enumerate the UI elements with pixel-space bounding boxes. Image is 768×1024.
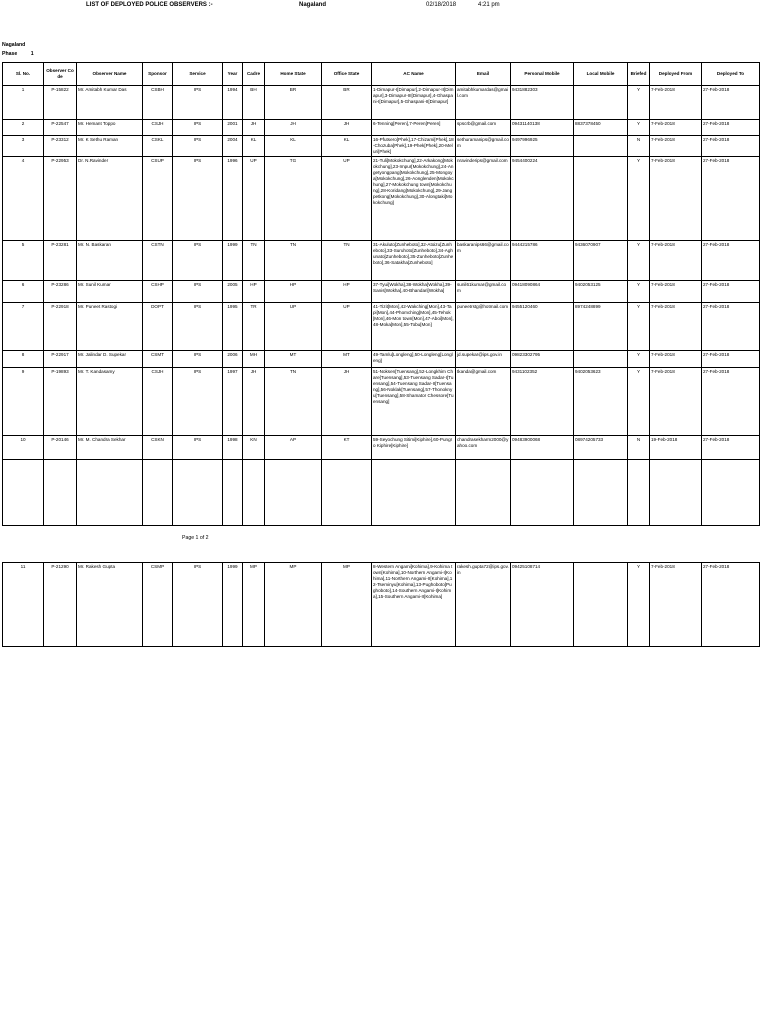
- cell-home-state: JH: [265, 120, 322, 136]
- cell-year: 2005: [223, 281, 243, 303]
- cell-sponsor: CSKN: [143, 436, 173, 460]
- cell-sponsor: CSKL: [143, 136, 173, 157]
- cell-ac-name: 51-Noksen[Tuensang],52-Longkhim Chare[Tuensang],53-Tuensang Sadar-I[Tuensang],54-Tuensang Sadar-II[Tuensang],56-Noklak[Tuensang],57-Thonoknyu[Tuensang],58-Shamator Chessore[Tuensang]: [372, 368, 456, 436]
- cell-briefed: Y: [628, 86, 650, 120]
- cell-ac-name: 16-Pfutsero[Phek],17-Chizami[Phek],18-Chozuba[Phek],19-Phek[Phek],20-Meluri[Phek]: [372, 136, 456, 157]
- cell-local-mobile: 8974248899: [574, 303, 628, 351]
- cell-service: IPS: [173, 351, 223, 368]
- empty-cell: [511, 460, 574, 526]
- cell-service: IPS: [173, 136, 223, 157]
- table-row: [3, 303, 760, 351]
- cell-ac-name: 21-Tuli[Mokokchung],22-Arkakong[Mokokchung],23-Impur[Mokokchung],24-Angetyongpang[Mokokchung],25-Mongoya[Mokokchung],26-Aonglenden[Mokokchung],27-Mokokchung town[Mokokchung],28-Koridang[Mokokchung],29-Jangpetkong[Mokokchung],30-Alongtaki[Mokokchung]: [372, 157, 456, 241]
- cell-observer-name: Mr. Hemant Toppo: [77, 120, 143, 136]
- cell-cadre: HP: [243, 281, 265, 303]
- cell-deployed-to: 27-Feb-2018: [702, 120, 760, 136]
- cell-service: IPS: [173, 120, 223, 136]
- cell-briefed: Y: [628, 303, 650, 351]
- cell-service: IPS: [173, 368, 223, 436]
- cell-service: IPS: [173, 563, 223, 647]
- cell-office-state: MP: [322, 563, 372, 647]
- cell-service: IPS: [173, 303, 223, 351]
- table-row: [3, 241, 760, 281]
- cell-observer-code: P-19893: [44, 368, 77, 436]
- cell-email: nravinderips@gmail.com: [456, 157, 511, 241]
- cell-sl-no: 9: [3, 368, 44, 436]
- cell-deployed-from: 7-Feb-2018: [650, 281, 702, 303]
- table-row: [3, 563, 760, 647]
- cell-email: sethuramanips@gmail.com: [456, 136, 511, 157]
- empty-cell: [702, 460, 760, 526]
- cell-observer-name: Mr. M. Chandra Sekhar: [77, 436, 143, 460]
- cell-observer-code: P-21290: [44, 563, 77, 647]
- column-header-observer-code: Observer Code: [44, 63, 77, 86]
- cell-email: puneetrstg@hotmail.com: [456, 303, 511, 351]
- cell-sponsor: CSJH: [143, 368, 173, 436]
- cell-sponsor: CSJH: [143, 120, 173, 136]
- cell-briefed: Y: [628, 157, 650, 241]
- cell-observer-name: Mr. K Sethu Raman: [77, 136, 143, 157]
- cell-local-mobile: 9436070907: [574, 241, 628, 281]
- cell-office-state: BR: [322, 86, 372, 120]
- column-header-service: Service: [173, 63, 223, 86]
- cell-year: 1999: [223, 241, 243, 281]
- cell-cadre: UP: [243, 157, 265, 241]
- cell-briefed: Y: [628, 281, 650, 303]
- cell-observer-code: P-23286: [44, 281, 77, 303]
- cell-deployed-from: 7-Feb-2018: [650, 563, 702, 647]
- cell-year: 1994: [223, 86, 243, 120]
- cell-personal-mobile: 9455120460: [511, 303, 574, 351]
- header-state: Nagaland: [299, 2, 327, 8]
- cell-cadre: KN: [243, 436, 265, 460]
- cell-year: 1999: [223, 563, 243, 647]
- empty-row: [3, 460, 760, 526]
- cell-sponsor: DOPT: [143, 303, 173, 351]
- cell-personal-mobile: 09425108714: [511, 563, 574, 647]
- cell-email: rakesh.gupta72@ips.gov.in: [456, 563, 511, 647]
- cell-deployed-from: 7-Feb-2018: [650, 351, 702, 368]
- cell-personal-mobile: 9444215786: [511, 241, 574, 281]
- column-header-observer-name: Observer Name: [77, 63, 143, 86]
- cell-observer-name: Mr. N. Baskaran: [77, 241, 143, 281]
- cell-deployed-to: 27-Feb-2018: [702, 368, 760, 436]
- empty-cell: [44, 460, 77, 526]
- empty-cell: [223, 460, 243, 526]
- column-header-year: Year: [223, 63, 243, 86]
- cell-cadre: MP: [243, 563, 265, 647]
- cell-sponsor: CSTN: [143, 241, 173, 281]
- cell-observer-code: P-20146: [44, 436, 77, 460]
- cell-sl-no: 7: [3, 303, 44, 351]
- cell-home-state: MT: [265, 351, 322, 368]
- cell-sl-no: 4: [3, 157, 44, 241]
- cell-local-mobile: [574, 563, 628, 647]
- cell-observer-code: P-23312: [44, 136, 77, 157]
- cell-email: jd.supekar@ips.gov.in: [456, 351, 511, 368]
- column-header-sl-no: Sl. No.: [3, 63, 44, 86]
- cell-service: IPS: [173, 436, 223, 460]
- empty-cell: [143, 460, 173, 526]
- cell-deployed-from: 7-Feb-2018: [650, 120, 702, 136]
- cell-briefed: N: [628, 436, 650, 460]
- cell-email: baskaranips66@gmail.com: [456, 241, 511, 281]
- column-header-deployed-from: Deployed From: [650, 63, 702, 86]
- cell-office-state: TN: [322, 241, 372, 281]
- cell-deployed-from: 7-Feb-2018: [650, 157, 702, 241]
- cell-home-state: MP: [265, 563, 322, 647]
- phase-label-text: Phase: [2, 51, 18, 57]
- cell-ac-name: 59-Seyochung Sitimi[Kiphire],60-Pungro Kiphire[Kiphire]: [372, 436, 456, 460]
- column-header-local-mobile: Local Mobile: [574, 63, 628, 86]
- cell-sponsor: CSBH: [143, 86, 173, 120]
- column-header-home-state: Home State: [265, 63, 322, 86]
- cell-home-state: BR: [265, 86, 322, 120]
- cell-sl-no: 2: [3, 120, 44, 136]
- cell-home-state: HP: [265, 281, 322, 303]
- cell-office-state: HP: [322, 281, 372, 303]
- cell-office-state: JH: [322, 120, 372, 136]
- cell-cadre: JH: [243, 368, 265, 436]
- observers-table-page2: [2, 562, 760, 647]
- header-time: 4:21 pm: [478, 2, 500, 8]
- cell-service: IPS: [173, 281, 223, 303]
- cell-deployed-from: 7-Feb-2018: [650, 136, 702, 157]
- cell-cadre: JH: [243, 120, 265, 136]
- cell-office-state: KL: [322, 136, 372, 157]
- cell-briefed: Y: [628, 241, 650, 281]
- cell-cadre: MH: [243, 351, 265, 368]
- cell-office-state: KT: [322, 436, 372, 460]
- cell-ac-name: 6-Tenning[Peren],7-Peren[Peren]: [372, 120, 456, 136]
- cell-personal-mobile: 9431882303: [511, 86, 574, 120]
- empty-cell: [650, 460, 702, 526]
- cell-service: IPS: [173, 241, 223, 281]
- empty-cell: [574, 460, 628, 526]
- cell-ac-name: 37-Tyui[Wokha],38-Wokha[Wokha],39-Sanis[Wokha],40-Bhandari[Wokha]: [372, 281, 456, 303]
- cell-personal-mobile: 09823302795: [511, 351, 574, 368]
- observers-table: [2, 62, 760, 526]
- column-header-sponsor: Sponsor: [143, 63, 173, 86]
- cell-local-mobile: 8837378450: [574, 120, 628, 136]
- header-date: 02/18/2018: [426, 2, 457, 8]
- cell-briefed: Y: [628, 351, 650, 368]
- cell-briefed: Y: [628, 120, 650, 136]
- cell-deployed-to: 27-Feb-2018: [702, 136, 760, 157]
- cell-ac-name: 31-Akuluto[Zunheboto],32-Atoizu[Zunheboto],33-Suruhoto[Zunheboto],34-Aghunato[Zunheboto],35-Zunheboto[Zunheboto],36-Satakha[Zunheboto]: [372, 241, 456, 281]
- cell-home-state: TN: [265, 368, 322, 436]
- cell-year: 2006: [223, 351, 243, 368]
- cell-cadre: TN: [243, 241, 265, 281]
- empty-cell: [456, 460, 511, 526]
- cell-sl-no: 5: [3, 241, 44, 281]
- cell-local-mobile: [574, 351, 628, 368]
- cell-office-state: UP: [322, 303, 372, 351]
- cell-deployed-to: 27-Feb-2018: [702, 241, 760, 281]
- empty-cell: [173, 460, 223, 526]
- report-title: LIST OF DEPLOYED POLICE OBSERVERS :-: [86, 2, 213, 8]
- table-row: [3, 136, 760, 157]
- cell-observer-code: P-22547: [44, 120, 77, 136]
- empty-cell: [243, 460, 265, 526]
- cell-email: spscrb@gmail.com: [456, 120, 511, 136]
- cell-observer-name: Mr. Amitabh Kumar Das: [77, 86, 143, 120]
- cell-deployed-to: 27-Feb-2018: [702, 86, 760, 120]
- cell-year: 2001: [223, 120, 243, 136]
- cell-sl-no: 10: [3, 436, 44, 460]
- cell-year: 1997: [223, 368, 243, 436]
- cell-personal-mobile: 9431102352: [511, 368, 574, 436]
- cell-home-state: TG: [265, 157, 322, 241]
- cell-observer-code: P-22918: [44, 303, 77, 351]
- cell-sponsor: CSMP: [143, 563, 173, 647]
- column-header-office-state: Office State: [322, 63, 372, 86]
- cell-home-state: UP: [265, 303, 322, 351]
- cell-email: sunil61kumar@gmail.com: [456, 281, 511, 303]
- column-header-deployed-to: Deployed To: [702, 63, 760, 86]
- column-header-ac-name: AC Name: [372, 63, 456, 86]
- table-row: [3, 281, 760, 303]
- cell-sponsor: CSUP: [143, 157, 173, 241]
- table-header-row: [3, 63, 760, 86]
- cell-sl-no: 11: [3, 563, 44, 647]
- cell-sl-no: 3: [3, 136, 44, 157]
- cell-year: 1996: [223, 157, 243, 241]
- cell-service: IPS: [173, 157, 223, 241]
- cell-cadre: BH: [243, 86, 265, 120]
- cell-deployed-to: 27-Feb-2018: [702, 436, 760, 460]
- cell-deployed-to: 27-Feb-2018: [702, 563, 760, 647]
- cell-deployed-to: 27-Feb-2018: [702, 157, 760, 241]
- cell-year: 1998: [223, 436, 243, 460]
- cell-home-state: AP: [265, 436, 322, 460]
- cell-personal-mobile: 9454400224: [511, 157, 574, 241]
- phase-label: [2, 51, 34, 57]
- cell-observer-name: Mr. Puneet Rastogi: [77, 303, 143, 351]
- cell-deployed-to: 27-Feb-2018: [702, 351, 760, 368]
- cell-sl-no: 1: [3, 86, 44, 120]
- cell-briefed: Y: [628, 563, 650, 647]
- table-row: [3, 86, 760, 120]
- column-header-cadre: Cadre: [243, 63, 265, 86]
- cell-sponsor: CSMT: [143, 351, 173, 368]
- cell-cadre: KL: [243, 136, 265, 157]
- cell-observer-code: P-22917: [44, 351, 77, 368]
- empty-cell: [77, 460, 143, 526]
- cell-deployed-from: 7-Feb-2018: [650, 86, 702, 120]
- cell-ac-name: 8-Western Angami[Kohima],9-Kohima town[Kohima],10-Northern Angami-I[Kohima],11-Northern Angami-II[Kohima],12-Tseminyu[Kohima],13-Pughoboto[Pughoboto],14-Southern Angami-I[Kohima],15-Southern Angami-II[Kohima]: [372, 563, 456, 647]
- cell-deployed-from: 7-Feb-2018: [650, 303, 702, 351]
- column-header-personal-mobile: Personal Mobile: [511, 63, 574, 86]
- phase-value: 1: [30, 51, 34, 57]
- table-row: [3, 157, 760, 241]
- cell-ac-name: 49-Tamlu[Longleng],50-Longleng[Longleng]: [372, 351, 456, 368]
- cell-local-mobile: [574, 136, 628, 157]
- page-indicator: Page 1 of 2: [182, 535, 209, 541]
- cell-deployed-to: 27-Feb-2018: [702, 303, 760, 351]
- cell-service: IPS: [173, 86, 223, 120]
- cell-year: 2004: [223, 136, 243, 157]
- column-header-email: Email: [456, 63, 511, 86]
- cell-year: 1995: [223, 303, 243, 351]
- cell-deployed-to: 27-Feb-2018: [702, 281, 760, 303]
- empty-cell: [265, 460, 322, 526]
- empty-cell: [322, 460, 372, 526]
- cell-observer-name: Mr. Rakesh Gupta: [77, 563, 143, 647]
- cell-office-state: JH: [322, 368, 372, 436]
- column-header-briefed: Briefed: [628, 63, 650, 86]
- cell-cadre: TR: [243, 303, 265, 351]
- table-row: [3, 120, 760, 136]
- cell-observer-code: P-23281: [44, 241, 77, 281]
- empty-cell: [628, 460, 650, 526]
- cell-briefed: Y: [628, 368, 650, 436]
- cell-observer-code: P-22953: [44, 157, 77, 241]
- cell-personal-mobile: 09418090864: [511, 281, 574, 303]
- state-label: Nagaland: [2, 42, 26, 48]
- cell-briefed: N: [628, 136, 650, 157]
- table-row: [3, 436, 760, 460]
- cell-deployed-from: 19-Feb-2018: [650, 436, 702, 460]
- cell-observer-name: Mr. Jalindar D. Supekar: [77, 351, 143, 368]
- cell-observer-code: P-15822: [44, 86, 77, 120]
- cell-personal-mobile: 9497996925: [511, 136, 574, 157]
- cell-personal-mobile: 09483900068: [511, 436, 574, 460]
- cell-local-mobile: [574, 157, 628, 241]
- empty-cell: [3, 460, 44, 526]
- cell-office-state: UP: [322, 157, 372, 241]
- cell-office-state: MT: [322, 351, 372, 368]
- cell-ac-name: 1-Dimapur-I[Dimapur],2-Dimapur-II[Dimapur],3-Dimapur-III[Dimapur],4-Ghaspani-I[Dimapur],5-Ghaspani-II[Dimapur]: [372, 86, 456, 120]
- table-row: [3, 368, 760, 436]
- cell-local-mobile: 9402053623: [574, 368, 628, 436]
- empty-cell: [372, 460, 456, 526]
- cell-sl-no: 6: [3, 281, 44, 303]
- cell-observer-name: Mr. T. Kandasamy: [77, 368, 143, 436]
- cell-local-mobile: 08974205733: [574, 436, 628, 460]
- cell-deployed-from: 7-Feb-2018: [650, 241, 702, 281]
- cell-sponsor: CSHP: [143, 281, 173, 303]
- table-row: [3, 351, 760, 368]
- cell-email: tkanda@gmail.com: [456, 368, 511, 436]
- cell-observer-name: Mr. Sunil Kumar: [77, 281, 143, 303]
- cell-email: chandrasekharm2000@yahoo.com: [456, 436, 511, 460]
- cell-personal-mobile: 09431140138: [511, 120, 574, 136]
- cell-sl-no: 8: [3, 351, 44, 368]
- cell-local-mobile: 9402053125: [574, 281, 628, 303]
- cell-deployed-from: 7-Feb-2018: [650, 368, 702, 436]
- cell-local-mobile: [574, 86, 628, 120]
- cell-home-state: TN: [265, 241, 322, 281]
- cell-ac-name: 41-Tizit[Mon],42-Wakching[Mon],43-Tapi[Mon],44-Phomching[Mon],45-Tehok[Mon],46-Mon town[Mon],47-Aboi[Mon],48-Moka[Mon],55-Tobu[Mon]: [372, 303, 456, 351]
- cell-home-state: KL: [265, 136, 322, 157]
- cell-email: amitabhkumardas@gmail.com: [456, 86, 511, 120]
- cell-observer-name: Dr. N.Ravinder: [77, 157, 143, 241]
